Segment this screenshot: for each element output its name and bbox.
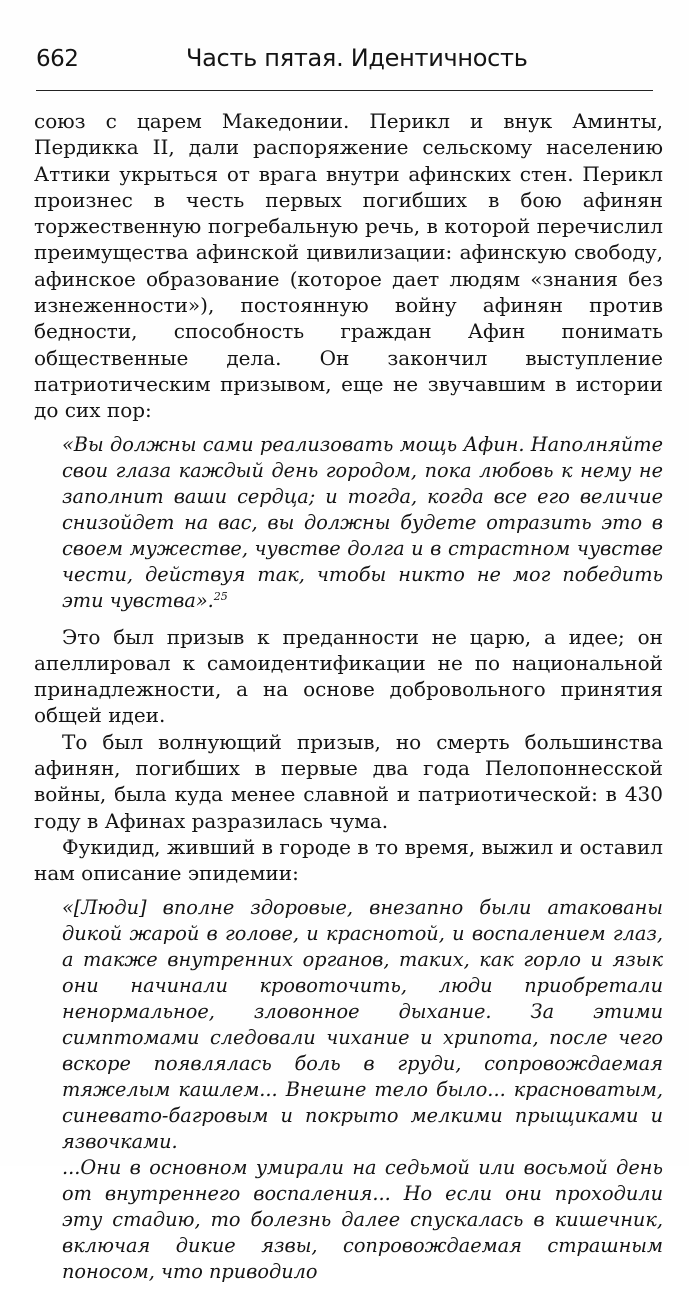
page-number: 662 bbox=[36, 46, 79, 72]
paragraph-2: Это был призыв к преданности не царю, а идее; он апеллировал к самоидентификации не по национальной принадлежности, а на основе добровольного принятия общей идеи. bbox=[34, 624, 663, 728]
paragraph-1: союз с царем Македонии. Перикл и внук Аминты, Пердикка II, дали распоряжение сельскому населению Аттики укрыться от врага внутри афинских стен. Перикл произнес в честь первых погибших в бою афинян торжественную погребальную речь, в которой перечислил преимущества афинской цивилизации: афинскую свободу, афинское образование (которое дает людям «знания без изнеженности»), постоянную войну афинян против бедности, способность граждан Афин понимать общественные дела. Он закончил выступление патриотическим призывом, еще не звучавшим в истории до сих пор: bbox=[34, 109, 663, 423]
blockquote-pericles bbox=[34, 432, 663, 614]
page-header bbox=[36, 42, 653, 82]
footnote-marker: 25 bbox=[213, 589, 228, 603]
running-title: Часть пятая. Идентичность bbox=[186, 44, 528, 72]
quote-pericles-text bbox=[62, 432, 663, 614]
quote-thucydides-part-2: ...Они в основном умирали на седьмой или восьмой день от внутреннего воспаления... Но если они проходили эту стадию, то болезнь далее спускалась в кишечник, включая дикие язвы, сопровождаемая страшным поносом, что приводило bbox=[62, 1155, 663, 1283]
paragraph-4: Фукидид, живший в городе в то время, выжил и оставил нам описание эпидемии: bbox=[34, 834, 663, 886]
header-rule bbox=[36, 90, 653, 91]
paragraph-3: То был волнующий призыв, но смерть большинства афинян, погибших в первые два года Пелопоннесской войны, была куда менее славной и патриотической: в 430 году в Афинах разразилась чума. bbox=[34, 729, 663, 833]
blockquote-thucydides bbox=[34, 895, 663, 1285]
page-body bbox=[34, 108, 663, 1295]
quote-pericles-body: «Вы должны сами реализовать мощь Афин. Наполняйте свои глаза каждый день городом, пока любовь к нему не заполнит ваши сердца; и тогда, когда все его величие снизойдет на вас, вы должны будете отразить это в своем мужестве, чувстве долга и в страстном чувстве чести, действуя так, чтобы никто не мог победить эти чувства». bbox=[62, 432, 663, 612]
quote-thucydides-part-1: «[Люди] вполне здоровые, внезапно были атакованы дикой жарой в голове, и краснотой, и воспалением глаз, а также внутренних органов, таких, как горло и язык они начинали кровоточить, люди приобретали ненормальное, зловонное дыхание. За этими симптомами следовали чихание и хрипота, после чего вскоре появлялась боль в груди, сопровождаемая тяжелым кашлем... Внешне тело было... красноватым, синевато-багровым и покрыто мелкими прыщиками и язвочками. bbox=[62, 895, 663, 1153]
